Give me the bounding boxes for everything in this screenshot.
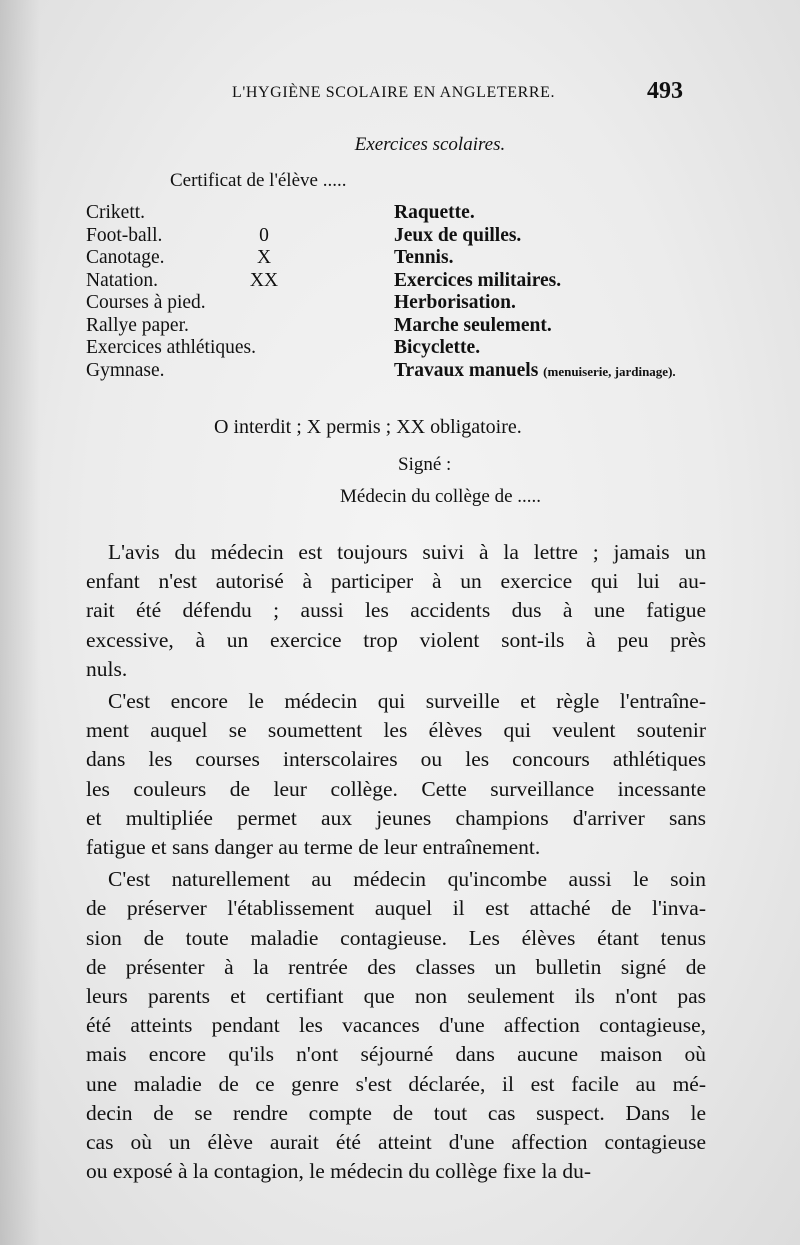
text-line: de présenter à la rentrée des classes un bulletin signé de bbox=[86, 954, 706, 979]
activity-right bbox=[394, 225, 521, 248]
legend-line: O interdit ; X permis ; XX obligatoire. bbox=[214, 416, 522, 438]
body-text bbox=[86, 538, 706, 1189]
text-line: C'est naturellement au médecin qu'incombe aussi le soin bbox=[108, 867, 706, 892]
activity-left: Foot-ball. bbox=[86, 224, 163, 246]
text-line: L'avis du médecin est toujours suivi à la lettre ; jamais un bbox=[108, 540, 706, 564]
activity-right bbox=[394, 337, 480, 360]
doctor-signature-line: Médecin du collège de ..... bbox=[340, 486, 542, 507]
activity-right bbox=[394, 292, 516, 315]
activity-left: Crikett. bbox=[86, 202, 146, 223]
page-gutter-shadow bbox=[0, 0, 40, 1245]
signed-line: Signé : bbox=[398, 454, 452, 475]
text-line: ment auquel se soumettent les élèves qui veulent soutenir bbox=[86, 718, 706, 743]
activities-table bbox=[86, 202, 726, 382]
activity-left: Courses à pied. bbox=[86, 292, 206, 313]
activity-right-label: Marche seulement. bbox=[394, 314, 552, 336]
activity-row bbox=[86, 315, 726, 338]
activity-left: Canotage. bbox=[86, 247, 165, 268]
activity-mark: X bbox=[256, 247, 272, 268]
activity-right-label: Raquette. bbox=[394, 202, 475, 223]
activity-right bbox=[394, 202, 475, 225]
text-line: mais encore qu'ils n'ont séjourné dans aucune maison où bbox=[86, 1042, 706, 1067]
page-header bbox=[0, 78, 800, 108]
activity-right-label: Jeux de quilles. bbox=[394, 224, 522, 246]
activity-right-label: Tennis. bbox=[394, 247, 454, 268]
activity-row bbox=[86, 292, 726, 315]
text-line: decin de se rendre compte de tout cas suspect. Dans le bbox=[86, 1100, 706, 1125]
text-line: les couleurs de leur collège. Cette surveillance incessante bbox=[86, 776, 706, 801]
form-title: Exercices scolaires. bbox=[354, 134, 506, 155]
activity-left: Natation. bbox=[86, 269, 159, 291]
text-line: sion de toute maladie contagieuse. Les élèves étant tenus bbox=[86, 925, 706, 950]
paragraph bbox=[86, 687, 706, 862]
activity-right-label: Herborisation. bbox=[394, 292, 516, 313]
text-line: de préserver l'établissement auquel il est attaché de l'inva- bbox=[86, 896, 706, 921]
activity-right bbox=[394, 315, 552, 338]
activity-right-note: (menuiserie, jardinage). bbox=[543, 363, 676, 379]
text-line: ou exposé à la contagion, le médecin du collège fixe la du- bbox=[86, 1159, 592, 1184]
text-line: été atteints pendant les vacances d'une affection contagieuse, bbox=[86, 1013, 706, 1038]
activity-row bbox=[86, 270, 726, 293]
text-line: leurs parents et certifiant que non seulement ils n'ont pas bbox=[86, 984, 706, 1009]
activity-left: Rallye paper. bbox=[86, 314, 189, 336]
text-line: excessive, à un exercice trop violent sont-ils à peu près bbox=[86, 627, 706, 652]
page-number: 493 bbox=[647, 78, 683, 104]
activity-right bbox=[394, 360, 676, 384]
text-line: rait été défendu ; aussi les accidents dus à une fatigue bbox=[86, 598, 706, 623]
text-line: et multipliée permet aux jeunes champions d'arriver sans bbox=[86, 805, 706, 830]
activity-mark: 0 bbox=[259, 224, 269, 246]
text-line: une maladie de ce genre s'est déclarée, il est facile au mé- bbox=[86, 1071, 706, 1096]
text-line: cas où un élève aurait été atteint d'une affection contagieuse bbox=[86, 1130, 706, 1155]
paragraph bbox=[86, 538, 706, 684]
activity-row bbox=[86, 337, 726, 360]
text-line: nuls. bbox=[86, 656, 128, 681]
activity-right bbox=[394, 270, 561, 293]
certificate-line: Certificat de l'élève ..... bbox=[170, 170, 347, 191]
text-line: C'est encore le médecin qui surveille et règle l'entraîne- bbox=[108, 689, 706, 714]
running-title: L'HYGIÈNE SCOLAIRE EN ANGLETERRE. bbox=[232, 84, 556, 101]
text-line: enfant n'est autorisé à participer à un exercice qui lui au- bbox=[86, 569, 706, 594]
activity-row bbox=[86, 202, 726, 225]
text-line: fatigue et sans danger au terme de leur entraînement. bbox=[86, 835, 541, 860]
activity-right-label: Bicyclette. bbox=[394, 337, 481, 358]
activity-row bbox=[86, 225, 726, 248]
activity-right-label: Exercices militaires. bbox=[394, 269, 562, 291]
paragraph bbox=[86, 865, 706, 1186]
activity-right bbox=[394, 247, 453, 270]
activity-right-label: Travaux manuels bbox=[394, 359, 539, 381]
activity-left: Gymnase. bbox=[86, 359, 165, 381]
activity-row bbox=[86, 247, 726, 270]
activity-row bbox=[86, 360, 726, 383]
text-line: dans les courses interscolaires ou les concours athlétiques bbox=[86, 747, 706, 772]
activity-mark: XX bbox=[249, 269, 279, 291]
activity-left: Exercices athlétiques. bbox=[86, 337, 257, 358]
